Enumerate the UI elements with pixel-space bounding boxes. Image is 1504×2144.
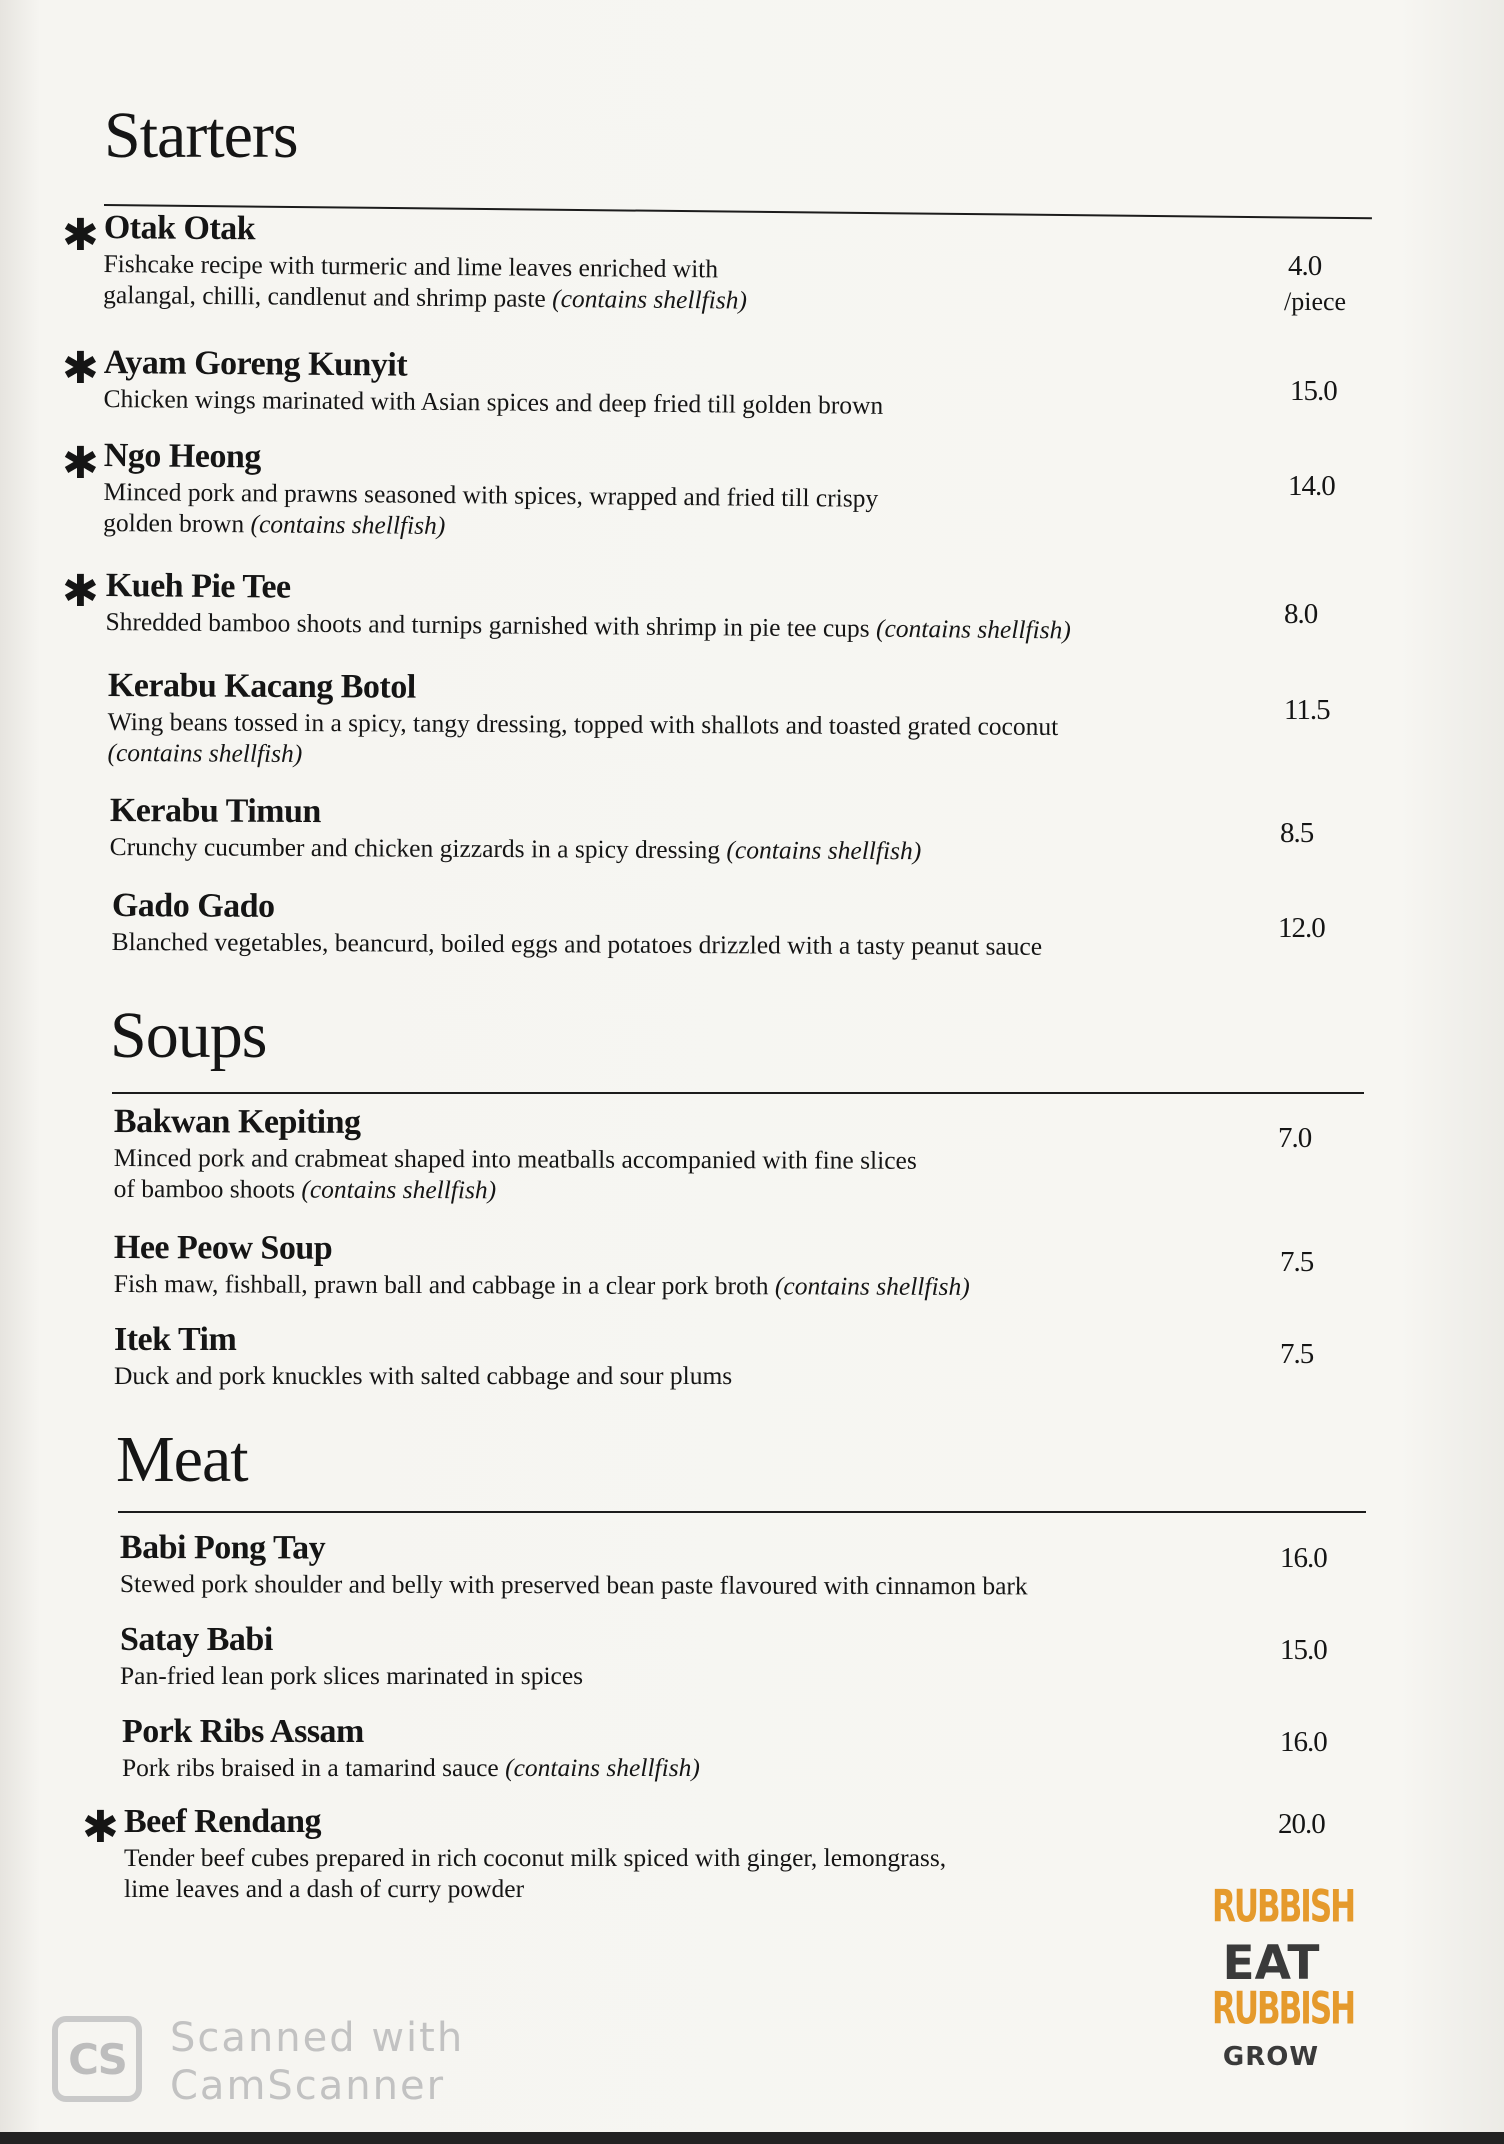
item-name: Babi Pong Tay: [119, 1529, 326, 1567]
item-price: 8.0: [1284, 598, 1318, 630]
logo-text: RUBBISH: [1212, 1983, 1355, 2036]
item-price: 12.0: [1278, 912, 1325, 944]
allergen-note: (contains shellfish): [875, 613, 1071, 645]
item-name: Ayam Goreng Kunyit: [103, 343, 408, 384]
item-price: 16.0: [1280, 1726, 1327, 1758]
allergen-note: (contains shellfish): [726, 835, 922, 866]
item-name: Itek Tim: [114, 1321, 237, 1358]
item-description: Duck and pork knuckles with salted cabbage and sour plums: [114, 1361, 733, 1390]
item-price: 11.5: [1284, 694, 1330, 726]
item-description: Pan-fried lean pork slices marinated in spices: [120, 1661, 584, 1690]
item-name: Pork Ribs Assam: [122, 1713, 364, 1750]
item-name: Bakwan Kepiting: [113, 1103, 361, 1141]
item-name: Gado Gado: [111, 887, 275, 925]
allergen-note: (contains shellfish): [505, 1753, 700, 1782]
item-name: Beef Rendang: [124, 1803, 322, 1840]
item-name: Kerabu Kacang Botol: [107, 667, 416, 706]
section-divider: [112, 1092, 1364, 1094]
logo-text: GROW: [1222, 2042, 1320, 2072]
signature-star-icon: ✱: [62, 438, 99, 489]
signature-star-icon: ✱: [62, 210, 99, 261]
item-price: 4.0: [1288, 250, 1322, 282]
scanner-watermark: [170, 2014, 464, 2110]
item-price: 15.0: [1290, 375, 1337, 407]
logo-text: RUBBISH: [1212, 1881, 1355, 1934]
item-description: lime leaves and a dash of curry powder: [124, 1874, 525, 1903]
item-name: Ngo Heong: [103, 436, 261, 476]
allergen-note: (contains shellfish): [774, 1271, 970, 1301]
section-title-starters: Starters: [104, 99, 298, 172]
item-description: Wing beans tossed in a spicy, tangy dressing, topped with shallots and toasted grated coconut: [107, 706, 1059, 741]
item-description: Stewed pork shoulder and belly with preserved bean paste flavoured with cinnamon bark: [119, 1568, 1028, 1601]
price-unit: /piece: [1284, 287, 1347, 316]
allergen-note: (contains shellfish): [301, 1174, 497, 1205]
item-price: 15.0: [1280, 1634, 1327, 1666]
item-name: Kerabu Timun: [109, 792, 321, 831]
item-price: 14.0: [1288, 470, 1335, 502]
item-description: galangal, chilli, candlenut and shrimp paste: [103, 279, 546, 313]
item-name: Hee Peow Soup: [113, 1229, 333, 1267]
section-title-meat: Meat: [116, 1423, 248, 1496]
item-description: Minced pork and prawns seasoned with spices, wrapped and fried till crispy: [103, 476, 879, 513]
item-description: of bamboo shoots: [113, 1173, 296, 1204]
watermark-line: CamScanner: [170, 2063, 446, 2109]
item-description: Fish maw, fishball, prawn ball and cabbage in a clear pork broth: [113, 1268, 769, 1301]
item-description: Chicken wings marinated with Asian spices and deep fried till golden brown: [103, 383, 884, 420]
item-name: Satay Babi: [120, 1621, 273, 1658]
allergen-note: (contains shellfish): [552, 283, 748, 315]
logo-text: EAT: [1222, 1936, 1320, 1991]
camscanner-logo-icon: CS: [52, 2016, 142, 2102]
section-divider: [118, 1511, 1366, 1513]
item-name: Kueh Pie Tee: [105, 566, 291, 606]
item-price: 8.5: [1280, 817, 1314, 849]
item-price: 16.0: [1280, 1542, 1327, 1574]
section-title-soups: Soups: [110, 999, 267, 1072]
signature-star-icon: ✱: [82, 1802, 119, 1853]
item-name: Otak Otak: [103, 208, 256, 248]
item-description: Pork ribs braised in a tamarind sauce: [122, 1753, 499, 1782]
item-description: Shredded bamboo shoots and turnips garnished with shrimp in pie tee cups: [105, 606, 870, 643]
item-description: Tender beef cubes prepared in rich coconut milk spiced with ginger, lemongrass,: [124, 1843, 947, 1872]
item-price: 7.0: [1278, 1122, 1312, 1154]
signature-star-icon: ✱: [62, 566, 99, 617]
item-description: golden brown: [103, 507, 245, 539]
item-description: Minced pork and crabmeat shaped into meatballs accompanied with fine slices: [113, 1142, 917, 1175]
item-description: Fishcake recipe with turmeric and lime leaves enriched with: [103, 248, 719, 284]
item-price: 7.5: [1280, 1338, 1314, 1370]
signature-star-icon: ✱: [62, 343, 99, 394]
scan-edge: [0, 2132, 1504, 2144]
item-description: Crunchy cucumber and chicken gizzards in a spicy dressing: [109, 831, 721, 865]
item-description: Blanched vegetables, beancurd, boiled eggs and potatoes drizzled with a tasty peanut sauce: [111, 926, 1043, 961]
watermark-line: Scanned with: [170, 2015, 465, 2061]
item-price: 7.5: [1280, 1246, 1314, 1278]
allergen-note: (contains shellfish): [107, 737, 303, 769]
item-price: 20.0: [1278, 1808, 1325, 1840]
rubbish-eat-rubbish-grow-logo: [1212, 1881, 1355, 2072]
allergen-note: (contains shellfish): [250, 509, 446, 540]
